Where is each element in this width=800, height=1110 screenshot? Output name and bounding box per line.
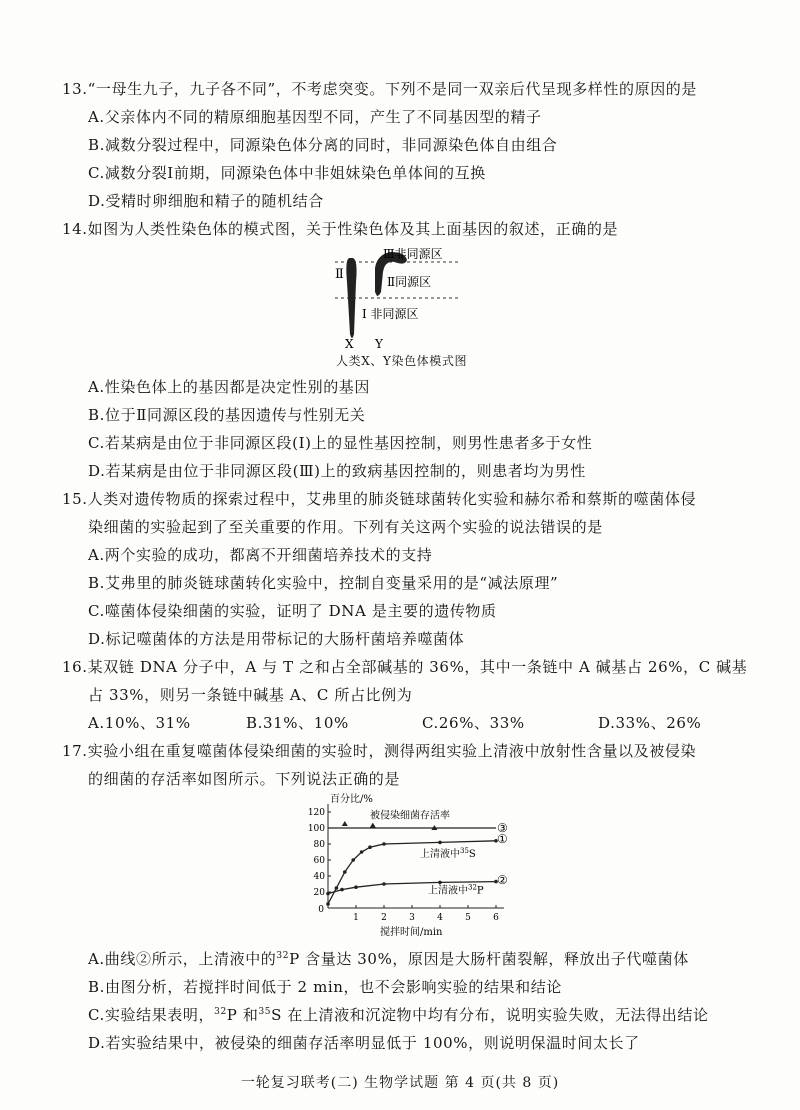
p32-annotation-post: P bbox=[476, 885, 484, 897]
q17-stem-line1: 17.实验小组在重复噬菌体侵染细菌的实验时，测得两组实验上清液中放射性含量以及被侵染 bbox=[62, 742, 697, 760]
s35-point bbox=[335, 886, 339, 890]
q17-option-c-sup1: 32 bbox=[214, 1007, 227, 1017]
y-tick-label: 100 bbox=[307, 824, 325, 834]
q14-figure-caption: 人类X、Y染色体模式图 bbox=[336, 354, 468, 368]
q13-option-b: B.减数分裂过程中，同源染色体分离的同时，非同源染色体自由组合 bbox=[88, 136, 558, 154]
p32-point bbox=[382, 882, 386, 886]
x-tick-label: 4 bbox=[437, 913, 443, 923]
x-tick-label: 5 bbox=[465, 913, 471, 923]
q15-stem-line2: 染细菌的实验起到了至关重要的作用。下列有关这两个实验的说法错误的是 bbox=[88, 518, 603, 536]
label-i-nonhomologous: Ⅰ 非同源区 bbox=[362, 307, 419, 321]
q17-option-a-post: P 含量达 30%，原因是大肠杆菌裂解，释放出子代噬菌体 bbox=[289, 950, 689, 968]
label-y: Y bbox=[375, 337, 383, 351]
s35-annotation-post: S bbox=[468, 848, 476, 860]
y-tick-label: 60 bbox=[313, 856, 325, 866]
y-tick-label: 80 bbox=[313, 840, 325, 850]
q15-option-b: B.艾弗里的肺炎链球菌转化实验中，控制自变量采用的是“减法原理” bbox=[88, 574, 559, 592]
x-tick-label: 6 bbox=[493, 913, 499, 923]
s35-point bbox=[360, 850, 364, 854]
q15-option-c: C.噬菌体侵染细菌的实验，证明了 DNA 是主要的遗传物质 bbox=[88, 602, 497, 620]
q17-option-a bbox=[88, 948, 689, 969]
survival-point bbox=[370, 823, 376, 828]
x-tick-label: 3 bbox=[409, 913, 415, 923]
q15-stem-line1: 15.人类对遗传物质的探索过程中，艾弗里的肺炎链球菌转化实验和赫尔希和蔡斯的噬菌体侵 bbox=[62, 490, 697, 508]
q13-option-a: A.父亲体内不同的精原细胞基因型不同，产生了不同基因型的精子 bbox=[88, 108, 542, 126]
s35-annotation-pre: 上清液中 bbox=[420, 848, 460, 860]
s35-annotation-sup: 35 bbox=[460, 846, 469, 855]
s35-point bbox=[343, 870, 347, 874]
page-footer: 一轮复习联考(二) 生物学试题 第 4 页(共 8 页) bbox=[240, 1075, 560, 1091]
q16-stem-line1: 16.某双链 DNA 分子中，A 与 T 之和占全部碱基的 36%，其中一条链中 A 碱基占 26%，C 碱基 bbox=[62, 658, 748, 676]
q17-option-c-mid: P 和 bbox=[226, 1006, 259, 1024]
label-iii-nonhomologous: Ⅲ非同源区 bbox=[383, 247, 443, 261]
p32-point bbox=[354, 885, 358, 889]
origin-label: 0 bbox=[318, 905, 324, 915]
q14-option-c: C.若某病是由位于非同源区段(Ⅰ)上的显性基因控制，则男性患者多于女性 bbox=[88, 434, 593, 452]
q17-stem-line2: 的细菌的存活率如图所示。下列说法正确的是 bbox=[88, 770, 401, 788]
q17-option-c-post: S 在上清液和沉淀物中均有分布，说明实验失败，无法得出结论 bbox=[271, 1006, 709, 1024]
q16-option-b: B.31%、10% bbox=[246, 714, 349, 732]
marker-3: ③ bbox=[497, 821, 508, 835]
p32-annotation-sup: 32 bbox=[468, 883, 477, 892]
x-axis-label: 搅拌时间/min bbox=[380, 927, 443, 938]
s35-point bbox=[326, 902, 330, 906]
p32-point bbox=[326, 892, 330, 896]
marker-1: ① bbox=[497, 832, 508, 847]
q17-chart bbox=[300, 790, 515, 940]
s35-point bbox=[368, 845, 372, 849]
x-tick-label: 1 bbox=[353, 913, 359, 923]
q16-option-c: C.26%、33% bbox=[422, 714, 525, 732]
label-ii-left: Ⅱ bbox=[335, 267, 344, 282]
s35-point bbox=[351, 858, 355, 862]
p32-annotation bbox=[428, 884, 484, 897]
q15-option-a: A.两个实验的成功，都离不开细菌培养技术的支持 bbox=[88, 546, 433, 564]
q14-option-d: D.若某病是由位于非同源区段(Ⅲ)上的致病基因控制的，则患者均为男性 bbox=[88, 462, 586, 480]
s35-point bbox=[438, 841, 442, 845]
x-tick-label: 2 bbox=[381, 913, 387, 923]
q16-option-a: A.10%、31% bbox=[88, 714, 191, 732]
q14-option-a: A.性染色体上的基因都是决定性别的基因 bbox=[88, 378, 371, 396]
p32-annotation-pre: 上清液中 bbox=[428, 885, 468, 897]
q14-option-b: B.位于Ⅱ同源区段的基因遗传与性别无关 bbox=[88, 406, 366, 424]
y-tick-label: 40 bbox=[313, 872, 325, 882]
q17-option-d: D.若实验结果中，被侵染的细菌存活率明显低于 100%，则说明保温时间太长了 bbox=[88, 1034, 640, 1052]
xy-chromosome-diagram bbox=[325, 242, 485, 352]
q17-option-c bbox=[88, 1004, 709, 1025]
y-tick-label: 120 bbox=[307, 808, 325, 818]
marker-2: ② bbox=[497, 873, 508, 887]
q16-stem-line2: 占 33%，则另一条链中碱基 A、C 所占比例为 bbox=[88, 686, 413, 704]
q15-option-d: D.标记噬菌体的方法是用带标记的大肠杆菌培养噬菌体 bbox=[88, 630, 465, 648]
survival-annotation: 被侵染细菌存活率 bbox=[370, 810, 450, 822]
p32-point bbox=[438, 881, 442, 885]
label-x: X bbox=[345, 337, 354, 351]
p32-point bbox=[340, 888, 344, 892]
q13-option-d: D.受精时卵细胞和精子的随机结合 bbox=[88, 192, 324, 210]
label-ii-homologous: Ⅱ同源区 bbox=[387, 275, 432, 289]
q17-option-a-sup: 32 bbox=[276, 951, 290, 961]
y-tick-label: 20 bbox=[313, 888, 325, 898]
q17-option-b: B.由图分析，若搅拌时间低于 2 min，也不会影响实验的结果和结论 bbox=[88, 978, 562, 996]
q13-option-c: C.减数分裂Ⅰ前期，同源染色体中非姐妹染色单体间的互换 bbox=[88, 164, 486, 182]
q17-option-c-pre: C.实验结果表明， bbox=[88, 1006, 215, 1024]
q14-stem: 14.如图为人类性染色体的模式图，关于性染色体及其上面基因的叙述，正确的是 bbox=[62, 220, 619, 238]
q13-stem: 13.“一母生九子，九子各不同”，不考虑突变。下列不是同一双亲后代呈现多样性的原因的是 bbox=[62, 80, 697, 98]
q17-option-c-sup2: 35 bbox=[258, 1007, 272, 1017]
survival-point bbox=[342, 821, 348, 826]
y-axis-label: 百分比/% bbox=[330, 794, 373, 805]
q16-option-d: D.33%、26% bbox=[598, 714, 702, 732]
s35-point bbox=[382, 842, 386, 846]
s35-annotation bbox=[420, 847, 476, 860]
q17-option-a-pre: A.曲线②所示，上清液中的 bbox=[88, 950, 277, 968]
